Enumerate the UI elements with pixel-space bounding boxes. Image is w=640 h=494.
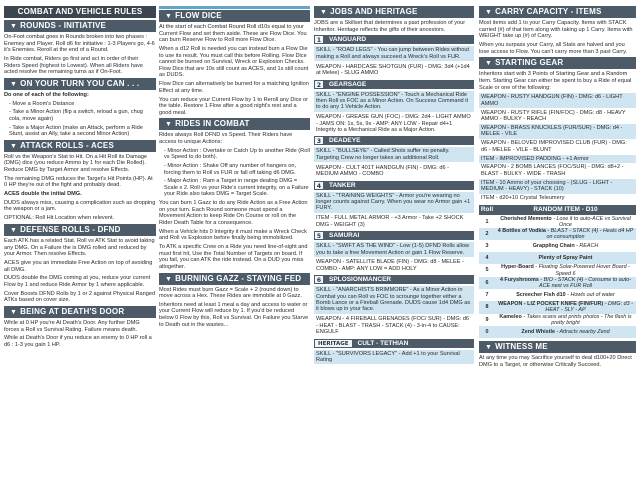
column-flow-rides (159, 6, 310, 490)
gear-item: WEAPON - BRASS KNUCKLES (FUR/SUR) - DMG: d4 - MELEE - VILE (479, 124, 636, 139)
section-header-rides: ▼ RIDES IN COMBAT (159, 118, 310, 130)
triangle-icon: ▼ (10, 309, 18, 317)
section-header-witness: ▼ WITNESS ME (479, 341, 636, 353)
column-items (479, 6, 636, 490)
defense-text-2: ACES give you an immediate Free Action on top of avoiding all DMG. (4, 259, 153, 273)
item-name: Zend Whistle (521, 328, 555, 335)
heritage-skill: SKILL - "SURVIVORS LEGACY" - Add +1 to your Survival Rating (314, 350, 474, 365)
defense-text-1: Each ATK has a related Stat. Roll vs ATK Stat to avoid taking any DMG. On a Failure the is DMG rolled and reduced by your Armor. Then resolve Effects. (4, 237, 155, 258)
job-number: 1 (314, 35, 324, 44)
table-row (479, 240, 636, 252)
death-text-1: While at 0 HP you're At Death's Door. Any further DMG forces a Roll vs Survival Rating. Failure means death. (4, 320, 140, 333)
random-table-header (479, 205, 636, 215)
item-description (495, 255, 636, 261)
job-skill: SKILL - "ENGINE POSSESSION" - Touch a Mechanical Ride then Roll vs FOC as a Minor Action. On Success Command it to do any 1 Vehicle Action. (314, 91, 474, 112)
item-name: 4 Bottles of Vodkia (497, 227, 546, 234)
job-number: 4 (314, 181, 324, 190)
table-row (479, 228, 636, 240)
item-detail: - Floating Solar-Powered Hover Board - Speed 6 (533, 264, 630, 277)
job-skill: SKILL - "ROAD LEGS" - You can jump between Rides without making a Roll and always succeed a Wreck's Roll vs FUR. (314, 46, 474, 61)
item-description (495, 292, 636, 298)
section-header-flow: ▼ FLOW DICE (159, 10, 310, 22)
job-number: 5 (314, 231, 324, 240)
attack-text-4: DUDS always miss, causing a complication such as dropping the weapon or a jam. (4, 199, 156, 213)
item-description (495, 243, 636, 249)
rides-bullet-3: - Major Action : Ram a Target in range dealing DMG = Scale x 2. Roll vs your Ride's current integrity, on a Failure your Ride also takes DMG = Target Scale. (164, 178, 309, 198)
gear-list (479, 93, 636, 202)
roll-number: 4 (485, 255, 489, 262)
jobs-list (314, 35, 474, 336)
item-detail: - BIO - STACK (4) - Consume to auto-ACE next vs FUR Roll (538, 276, 632, 289)
defense-text-4: Cover Boosts DFND Rolls by 1 or 2 against Physical Ranged ATKs based on cover size. (4, 290, 156, 304)
triangle-icon: ▼ (165, 13, 173, 20)
table-row (479, 326, 636, 338)
burning-text-2: Inheritors need at least 1 meal a day and access to water or your Current Flow will reduce by 1. If you'd be reduced below 0 Flow by this, Roll vs Survival. On Failure you Starve to Death out in the wastes... (159, 301, 309, 328)
attack-text-3: ACES double the initial DMG. (4, 191, 82, 198)
item-detail: - Lose it to auto-ACE vs Survival Once (551, 215, 631, 228)
item-name: Cherished Memento (500, 215, 552, 222)
triangle-icon: ▼ (10, 142, 18, 150)
item-name: Plenty of Spray Paint (538, 255, 593, 262)
item-description (495, 329, 636, 335)
turn-intro: Do one of each of the following: (4, 91, 89, 98)
table-row (479, 301, 636, 313)
job-skill: SKILL - "BULLSEYE" - Called Shots suffer no penalty. Targeting Crew no longer takes an additional Roll. (314, 147, 474, 162)
rides-bullet-2: - Minor Action : Shake Off any number of hangers on, forcing them to Roll vs FUR or fall off taking d6 DMG. (164, 163, 297, 176)
jobs-intro: JOBS are a Skillset that determines a past profession of your Inheritor. Heritage reflects the gifts of their ancestors. (314, 20, 466, 33)
roll-number: 1 (485, 218, 489, 225)
gear-item: ITEM - IMPROVISED PADDING - +1 Armor (479, 155, 636, 163)
flow-text-2: When a d12 Roll is needed you can instead burn a Flow Die to use its result. You must call this before Rolling. Flow Dice cannot be burned on Survival, Wreck or Explosion Checks. Flow Dice that are 10s still count as ACES, and 1s still count as DUDS. (159, 45, 309, 79)
column-combat (4, 6, 156, 490)
job-header (314, 35, 474, 44)
section-header-burning: ▼ BURNING GAZZ - STAYING FED (159, 273, 310, 285)
random-table-title: RANDOM ITEM - D10 (533, 205, 598, 213)
job-skill: SKILL - "TRAINING WEIGHTS" - Armor you're wearing no longer counts against Carry. When you wear no Armor gain +1 FURY. (314, 192, 474, 213)
flow-text-3: Flow Dice can alternatively be burned for a matching Ignition Effect at any time. (159, 81, 309, 94)
job-weapon: WEAPON - 4 FIREBALL GRENADES (FOC/ SUR) - DMG: d6 - HEAT - BLAST - TRASH - STACK (4) - 3-in-4 to CAUSE: ENGULF (316, 316, 470, 336)
section-header-gear: ▼ STARTING GEAR (479, 57, 636, 69)
job-name: GEARSAGE (329, 80, 367, 88)
attack-text-5: OPTIONAL: Roll Hit Location when relevent. (4, 215, 115, 222)
triangle-icon: ▼ (10, 226, 18, 234)
rounds-text-1: On-Foot combat goes in Rounds broken into two phases : Enemey and Player. Roll d6 for initiative : 1-3 Players go, 4-6 it's Enemies. Reroll at the end of a Round. (4, 34, 155, 54)
job-number: 6 (314, 275, 324, 284)
gear-item: ITEM - d20+10 Crystal Teleumery (481, 195, 565, 202)
job-weapon: WEAPON - SATELLITE BLADE (FIN) - DMG: d8 - MELEE - COMBO - AMP: ANY LOW = ADD HOLY (316, 259, 464, 272)
gear-item: WEAPON - RUSTY HANDGUN (FIN) - DMG: d6 - LIGHT AMMO (479, 93, 636, 108)
triangle-icon: ▼ (485, 343, 493, 351)
item-description (495, 216, 636, 228)
heritage-header (314, 339, 474, 348)
job-name: TANKER (329, 181, 356, 189)
item-detail: - REACH (574, 243, 599, 250)
turn-bullet-1: - Move a Room's Distance (9, 100, 75, 107)
item-name: WEAPON - LIZ POCKET KNIFE (FIN/FUR) (498, 301, 604, 308)
header-accent-bar (159, 6, 310, 9)
item-name: Grappling Chain (532, 243, 575, 250)
job-header (314, 80, 474, 89)
job-weapon: ITEM - FULL METAL ARMOR - +3 Armor - Take +2 SHOCK DMG - WEIGHT (3) (316, 215, 464, 228)
item-description (495, 277, 636, 289)
turn-bullet-3: - Take a Major Action (make an Attack, perform a Ride Stunt, assist an Ally, take a second Minor Action) (9, 124, 143, 138)
table-row (479, 277, 636, 289)
job-header (314, 231, 474, 240)
job-name: DEADEYE (329, 137, 361, 145)
job-number: 2 (314, 80, 324, 89)
triangle-icon: ▼ (320, 9, 328, 16)
item-description (495, 264, 636, 276)
job-name: SPLOSIONMANCER (329, 276, 392, 284)
table-row (479, 252, 636, 264)
triangle-icon: ▼ (485, 9, 493, 16)
section-header-death: ▼ BEING AT DEATH'S DOOR (4, 306, 156, 318)
rounds-text-2: In Ride combat, Riders go first and act in order of their Riders Speed (highest to Lowest). When all Riders have acted resolve the remaining turns as if On-Foot. (4, 55, 143, 76)
item-detail: - Howls out of water (565, 292, 615, 299)
job-name: VANGUARD (329, 36, 367, 44)
job-weapon: WEAPON - HARDCASE SHOTGUN (FUR) - DMG: 3d4 (+1d4 at Melee) - SLUG AMMO (316, 63, 470, 77)
item-description (495, 301, 636, 313)
triangle-icon: ▼ (10, 23, 18, 30)
heritage-label: HERITAGE (314, 339, 353, 348)
table-row (479, 289, 636, 301)
random-table (479, 216, 636, 338)
turn-bullet-2: - Take a Minor Action (flip a switch, reload a gun, chug cola, move again) (9, 109, 143, 122)
job-name: SAMURAI (329, 232, 360, 240)
item-name: Hyper-Board (501, 264, 534, 271)
flow-text-1: At the start of each Combat Round Roll d10s equal to your Current Flow and set them aside. These are Flow Dice. You can burn Reserve Flow to Roll more Flow Dice. (159, 24, 307, 44)
section-header-carry: ▼ CARRY CAPACITY - ITEMS (479, 6, 636, 18)
roll-number: 7 (485, 292, 489, 299)
attack-text-2: The remaining DMG reduces the Target's Hit Points (HP). At 0 HP they're out of the fight and probably dead. (4, 175, 153, 189)
gear-item: WEAPON - BELOVED IMPROVISED CLUB (FUR) - DMG: d6 - MELEE - VILE - BLUNT (481, 140, 627, 153)
rides-text-3: When a Vehicle hits 0 Integrity it must make a Wreck Check and Roll vs Explosion before finally being immobilized. (159, 228, 307, 242)
section-header-rounds: ▼ ROUNDS - INITIATIVE (4, 20, 156, 32)
item-name: Screecher Fish d10 (516, 292, 566, 299)
table-row (479, 216, 636, 228)
section-header-jobs: ▼ JOBS AND HERITAGE (314, 6, 474, 18)
rides-text-2: You can burn 1 Gazz to do any Ride Action as a Free Action on your turn. Each Round someone must spend a Movement Action to keep Ride On Course or roll on the Rider Death Table for a consequence. (159, 200, 308, 226)
defense-text-3: DUDS double the DMG coming at you, reduce your current Flow by 1 and reduce Ride Armor by 1 where applicable. (4, 275, 151, 288)
gear-item: ITEM - 10 Ammo of your choosing - (SLUG - LIGHT - MEDIUM - HEAVY) - STACK (10) (479, 179, 636, 194)
roll-number: 8 (485, 304, 489, 311)
roll-number: 3 (485, 243, 489, 250)
gear-item: WEAPON - RUSTY RIFLE (FIN/FOC) - DMG: d8 - HEAVY AMMO - BULKY - REACH (481, 109, 626, 123)
triangle-icon: ▼ (10, 80, 18, 88)
roll-number: 6 (485, 279, 489, 286)
table-row (479, 264, 636, 276)
death-text-2: While at Death's Door if you reduce an enemy to 0 HP roll a d6 : 1-3 you gain 1 HP. (4, 335, 152, 349)
gear-intro: Inheritors start with 3 Points of Starting Gear and a Random Item. Starting Gear can either be spent to buy a Ride of equal Scale or one of the following: (479, 71, 632, 91)
item-detail: - DMG: d3 - HEAT - SLY - AP (545, 301, 633, 314)
flow-text-4: You can reduce your Current Flow by 1 to Reroll any Dice or the table. Restore 1 Flow after a good night's rest and a good meal. (159, 96, 309, 116)
section-header-defense: ▼ DEFENSE ROLLS - DFND (4, 224, 156, 236)
rides-text-4: To ATK a specific Crew on a Ride you need line-of-sight and must first hit, Use the Total Number of Targets on board. If you fail, you can ATK the ride instead. On a DUD you miss altogether. (159, 243, 308, 270)
triangle-icon: ▼ (165, 275, 173, 283)
gear-item: WEAPON - 2 BOMB LANCES (FOC/SUR) - DMG: d8+2 - BLAST - BULKY - WIDE - TRASH (481, 164, 624, 177)
roll-number: 5 (485, 267, 489, 274)
item-detail: - BLAST - STACK (4) - Heals d4 HP on consumption (545, 227, 634, 241)
burning-text-1: Most Rides must burn Gazz = Scale + 2 (round down) to move across a Hex. These Rides are immobile at 0 Gazz. (159, 286, 302, 300)
job-skill: SKILL - "SWIFT AS THE WIND" - Low (1-5) DFND Rolls allow you to take a free Movement Action or gain 1 Flow Reserve. (314, 242, 474, 257)
rides-bullet-1: - Minor Action : Overtake or Catch Up to another Ride (Roll vs Speed to do both). (164, 147, 310, 161)
random-table-roll-heading: Roll (480, 205, 494, 213)
job-header (314, 275, 474, 284)
column-jobs (314, 6, 474, 490)
roll-number: 2 (485, 231, 489, 237)
job-header (314, 136, 474, 145)
job-skill: SKILL - "ANARCHISTS BRIMMORE" - As a Minor Action in Combat you can Roll vs FOC to scrounge together either a Bomb Lance or a Fireball Grenade. DUDS cause 1d4 DMG as it blows up in your face. (314, 286, 474, 314)
page-title: COMBAT AND VEHICLE RULES (4, 6, 156, 18)
job-weapon: WEAPON - CULT 401T HANDGUN (FIN) - DMG: d6 - MEDIUM AMMO - COMBO (316, 164, 450, 178)
job-number: 3 (314, 136, 324, 145)
section-header-turn: ▼ ON YOUR TURN YOU CAN . . . (4, 78, 156, 90)
item-detail: - Attracts nearby Zend (554, 328, 610, 335)
heritage-name: CULT - TETHIAN (357, 339, 409, 347)
carry-text-1: Most items add 1 to your Carry Capacity. Items with STACK carried (#) of that item along with taking up 1 Carry. Items with WEIGHT take up (#) of Carry. (479, 20, 633, 40)
item-description (495, 314, 636, 326)
table-row (479, 314, 636, 326)
section-header-attack: ▼ ATTACK ROLLS - ACES (4, 140, 156, 152)
triangle-icon: ▼ (485, 60, 493, 68)
triangle-icon: ▼ (165, 121, 173, 129)
rides-text-1: Rides always Roll DFND vs Speed. Their Riders have access to unique Actions: (159, 132, 293, 146)
attack-text-1: Roll vs the Weapon's Stat to Hit. On a Hit Roll its Damage (DMG) dice (you reduce Ammo by 1 for each Die Rolled). Reduce DMG by Target Armor and resolve Effects. (4, 153, 148, 173)
item-name: Kameleo (499, 313, 522, 320)
job-weapon: WEAPON - GREASE GUN (FOC) - DMG: 2d4 - LIGHT AMMO - JAMS ON: 1s, 5s, 9s - AMP: ANY LOW - Repair d4+1 Integrity to a Mechanical Ride as a Major Action. (316, 114, 471, 134)
job-header (314, 181, 474, 190)
item-description (495, 228, 636, 240)
item-detail: - Takes scans and prints photos - The flash is pretty bright (521, 313, 632, 326)
roll-number: 9 (485, 316, 489, 323)
item-name: 4 Furyshrooms (499, 276, 539, 283)
carry-text-2: When you surpass your Carry, all Stats are halved and you lose access to Flow. You can't carry more than 3 past Carry. (479, 41, 628, 55)
roll-number: 0 (485, 328, 489, 335)
witness-text: At any time you may Sacrifice yourself to deal d100+20 Direct DMG to a Target, or otherwise Critically Succeed. (479, 354, 632, 368)
